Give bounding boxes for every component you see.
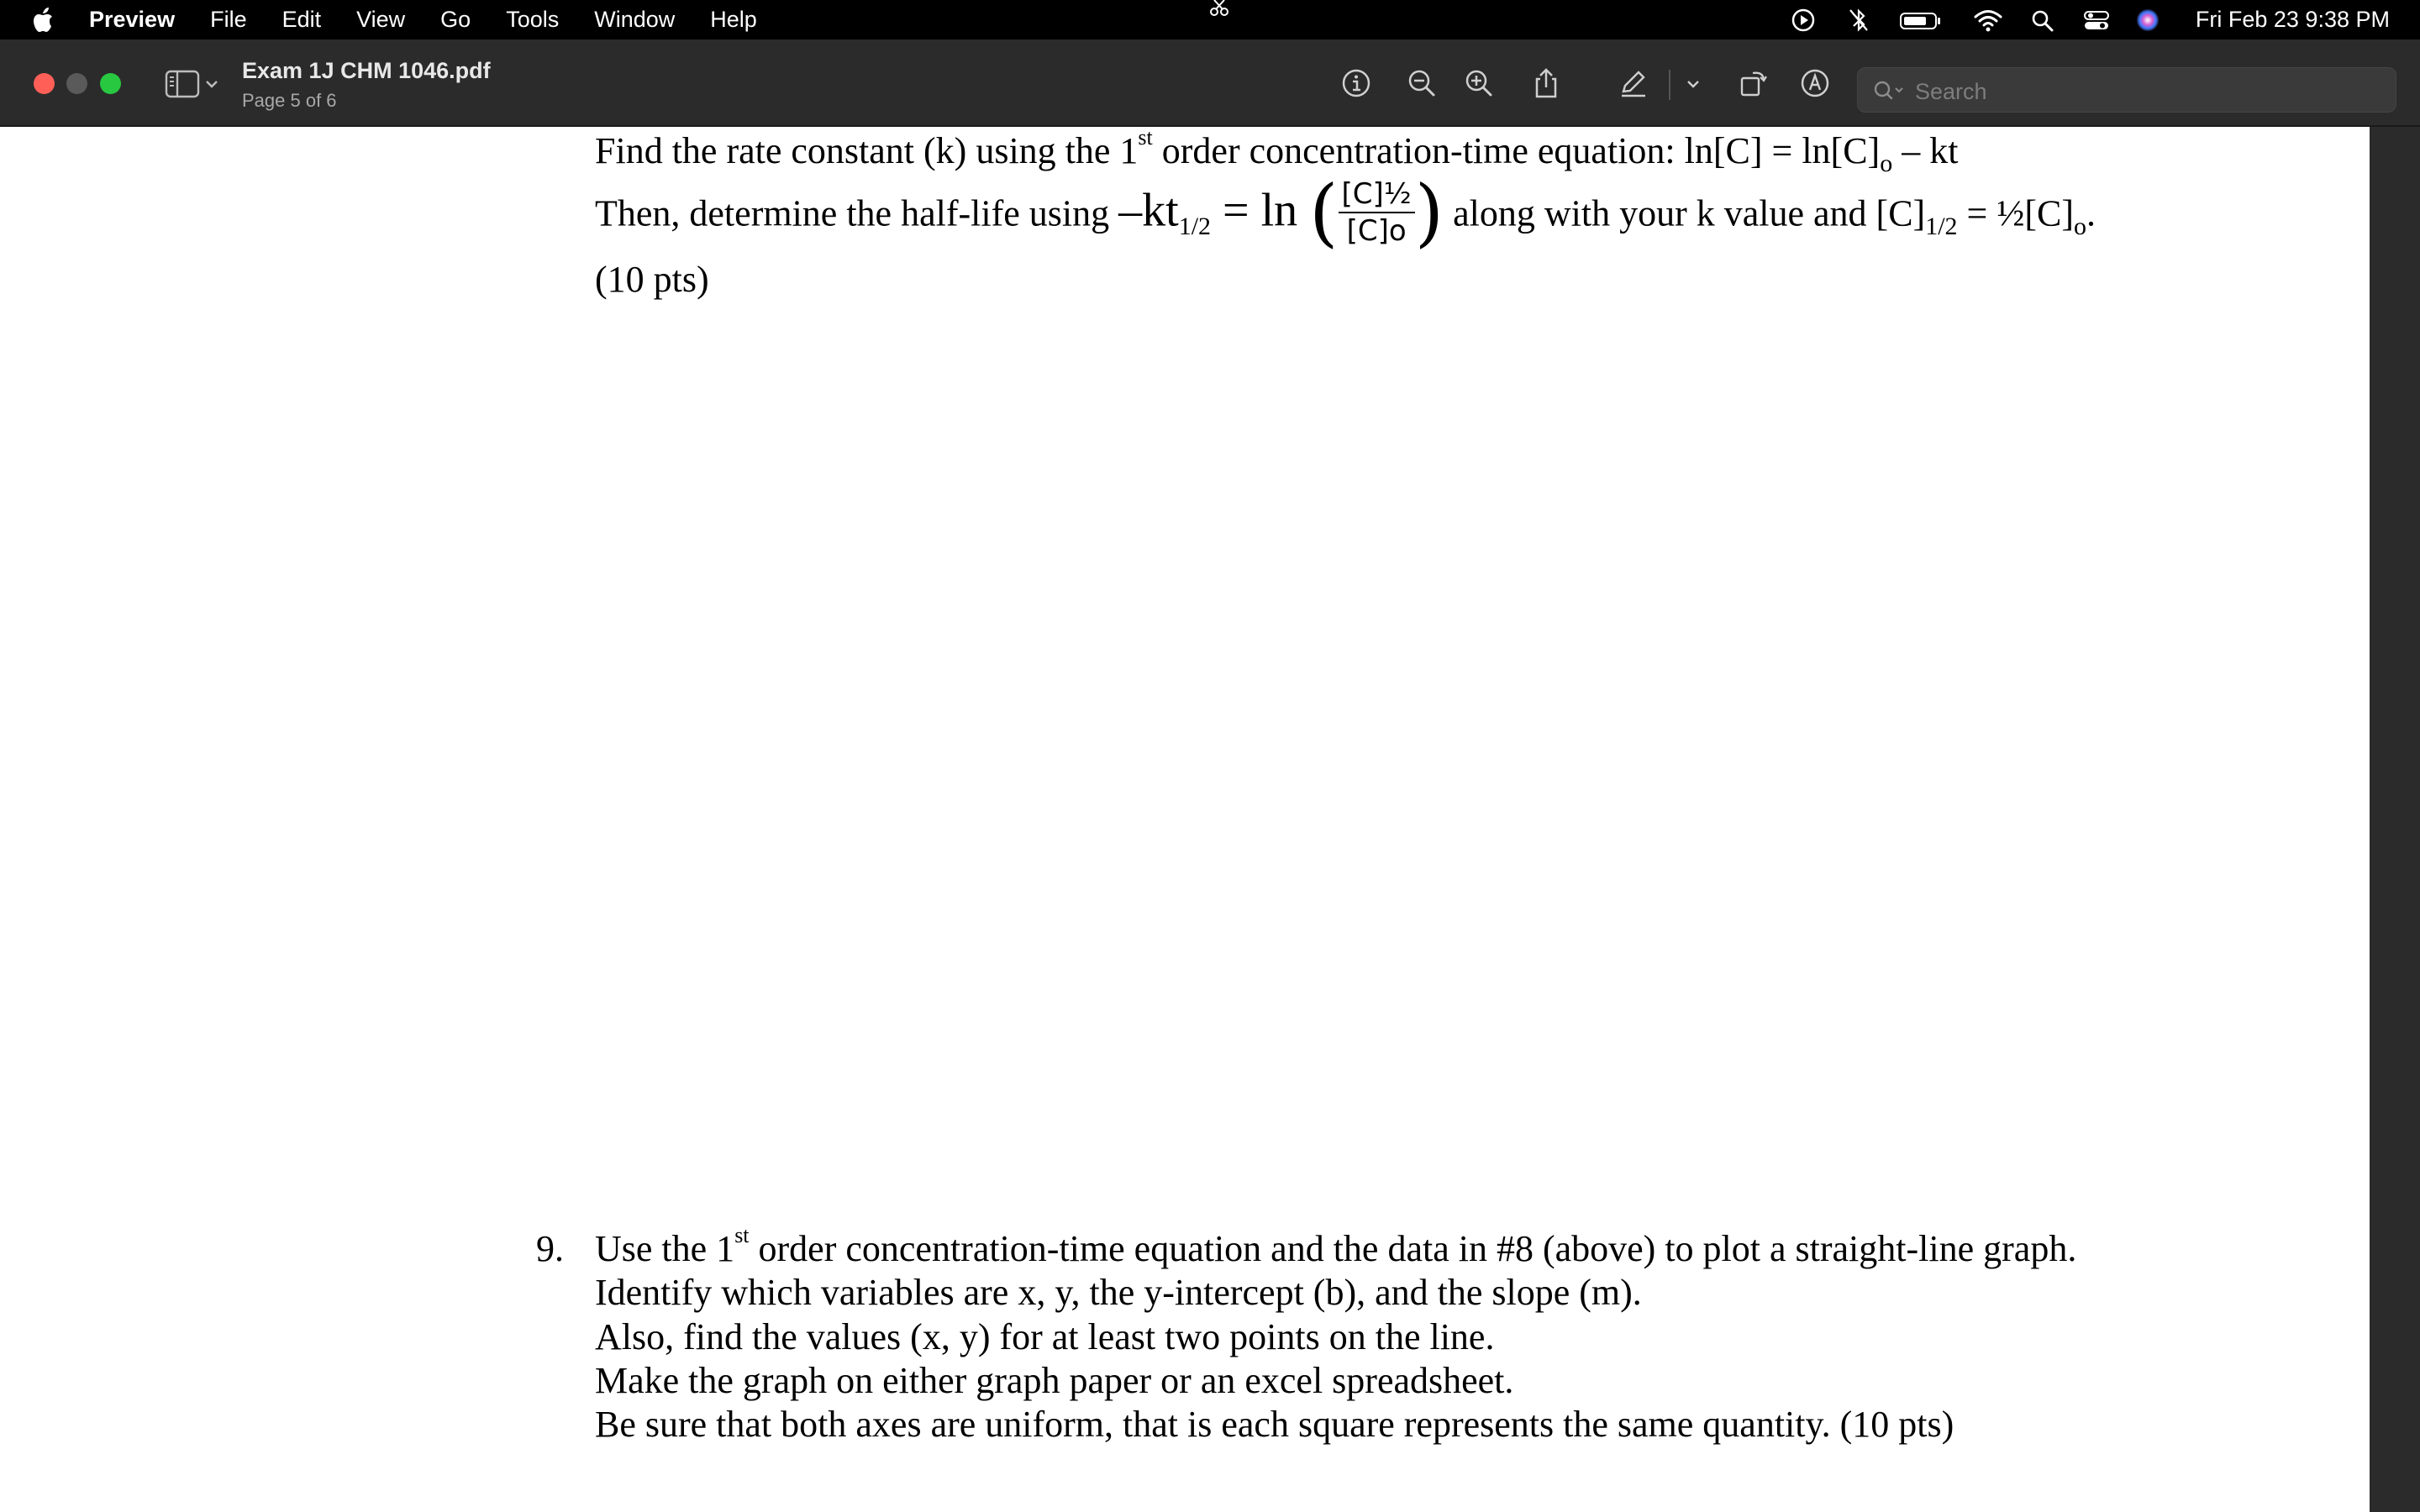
document-title: Exam 1J CHM 1046.pdf: [242, 58, 491, 83]
scissors-icon: [1208, 0, 1230, 17]
window-toolbar: [0, 39, 2420, 127]
pdf-page[interactable]: [0, 127, 2370, 1512]
q9-line-1: Use the 1st order concentration-time equation and the data in #8 (above) to plot a straight-line graph.: [595, 1223, 2077, 1269]
search-input[interactable]: [1913, 75, 2387, 108]
zoom-window-button[interactable]: [100, 73, 121, 94]
menu-tools[interactable]: Tools: [506, 7, 560, 32]
q9-number: 9.: [536, 1228, 564, 1269]
zoom-in-icon[interactable]: [1462, 66, 1496, 100]
zoom-out-icon[interactable]: [1405, 66, 1439, 100]
toolbar-divider: [1669, 70, 1670, 100]
q8-instruction-line-2: Then, determine the half-life using $-kt_{1/2} = \ln$ ( $\frac{\text{[C]½}}{[C]o}$ ) along with your k value and $[C]_{1/2}$ = $\frac{1}{2}[C]_o$.: [595, 169, 2096, 255]
half-life-fraction: $\frac{\text{[C]½}}{[C]o}$: [1339, 176, 1415, 249]
bluetooth-off-icon[interactable]: [1847, 7, 1870, 34]
search-icon: [1873, 78, 1907, 103]
spotlight-search-icon[interactable]: [2030, 7, 2055, 34]
chevron-down-icon[interactable]: [1681, 66, 1706, 100]
window-side-gutter: [2370, 127, 2420, 1512]
search-field[interactable]: [1857, 67, 2396, 113]
rotate-icon[interactable]: [1736, 66, 1770, 100]
menu-window[interactable]: Window: [594, 7, 676, 32]
battery-icon[interactable]: [1899, 7, 1943, 34]
sidebar-toggle-icon[interactable]: [165, 68, 224, 100]
q8-instruction-line-1: Find the rate constant (k) using the 1st order concentration-time equation: $\ln[C] = \ln[C]_o$ – kt: [595, 127, 1959, 177]
q9-line-4: Make the graph on either graph paper or an excel spreadsheet.: [595, 1360, 1514, 1401]
q9-line-3: Also, find the values (x, y) for at least two points on the line.: [595, 1316, 1495, 1357]
control-center-icon[interactable]: [2082, 7, 2111, 34]
menu-file[interactable]: File: [210, 7, 247, 32]
apple-menu-icon[interactable]: [30, 5, 59, 35]
q9-line-5: Be sure that both axes are uniform, that is each square represents the same quantity. (10 pts): [595, 1404, 1954, 1445]
document-page-indicator: Page 5 of 6: [242, 90, 337, 111]
menu-edit[interactable]: Edit: [281, 7, 322, 32]
q9-line-2: Identify which variables are x, y, the y-intercept (b), and the slope (m).: [595, 1272, 1642, 1313]
annotate-icon[interactable]: [1798, 66, 1832, 100]
siri-icon[interactable]: [2134, 7, 2161, 34]
menu-view[interactable]: View: [356, 7, 406, 32]
menu-bar-clock[interactable]: Fri Feb 23 9:38 PM: [2195, 7, 2390, 32]
info-icon[interactable]: [1339, 66, 1373, 100]
play-circle-icon[interactable]: [1790, 7, 1817, 34]
wifi-icon[interactable]: [1973, 7, 2003, 34]
markup-pen-icon[interactable]: [1617, 66, 1650, 100]
menu-bar: [0, 0, 2420, 39]
minimize-window-button[interactable]: [66, 73, 87, 94]
menu-help[interactable]: Help: [710, 7, 757, 32]
close-window-button[interactable]: [34, 73, 55, 94]
menu-go[interactable]: Go: [440, 7, 471, 32]
app-menu-preview[interactable]: Preview: [89, 7, 176, 32]
share-icon[interactable]: [1529, 66, 1563, 100]
q8-points: (10 pts): [595, 259, 709, 300]
